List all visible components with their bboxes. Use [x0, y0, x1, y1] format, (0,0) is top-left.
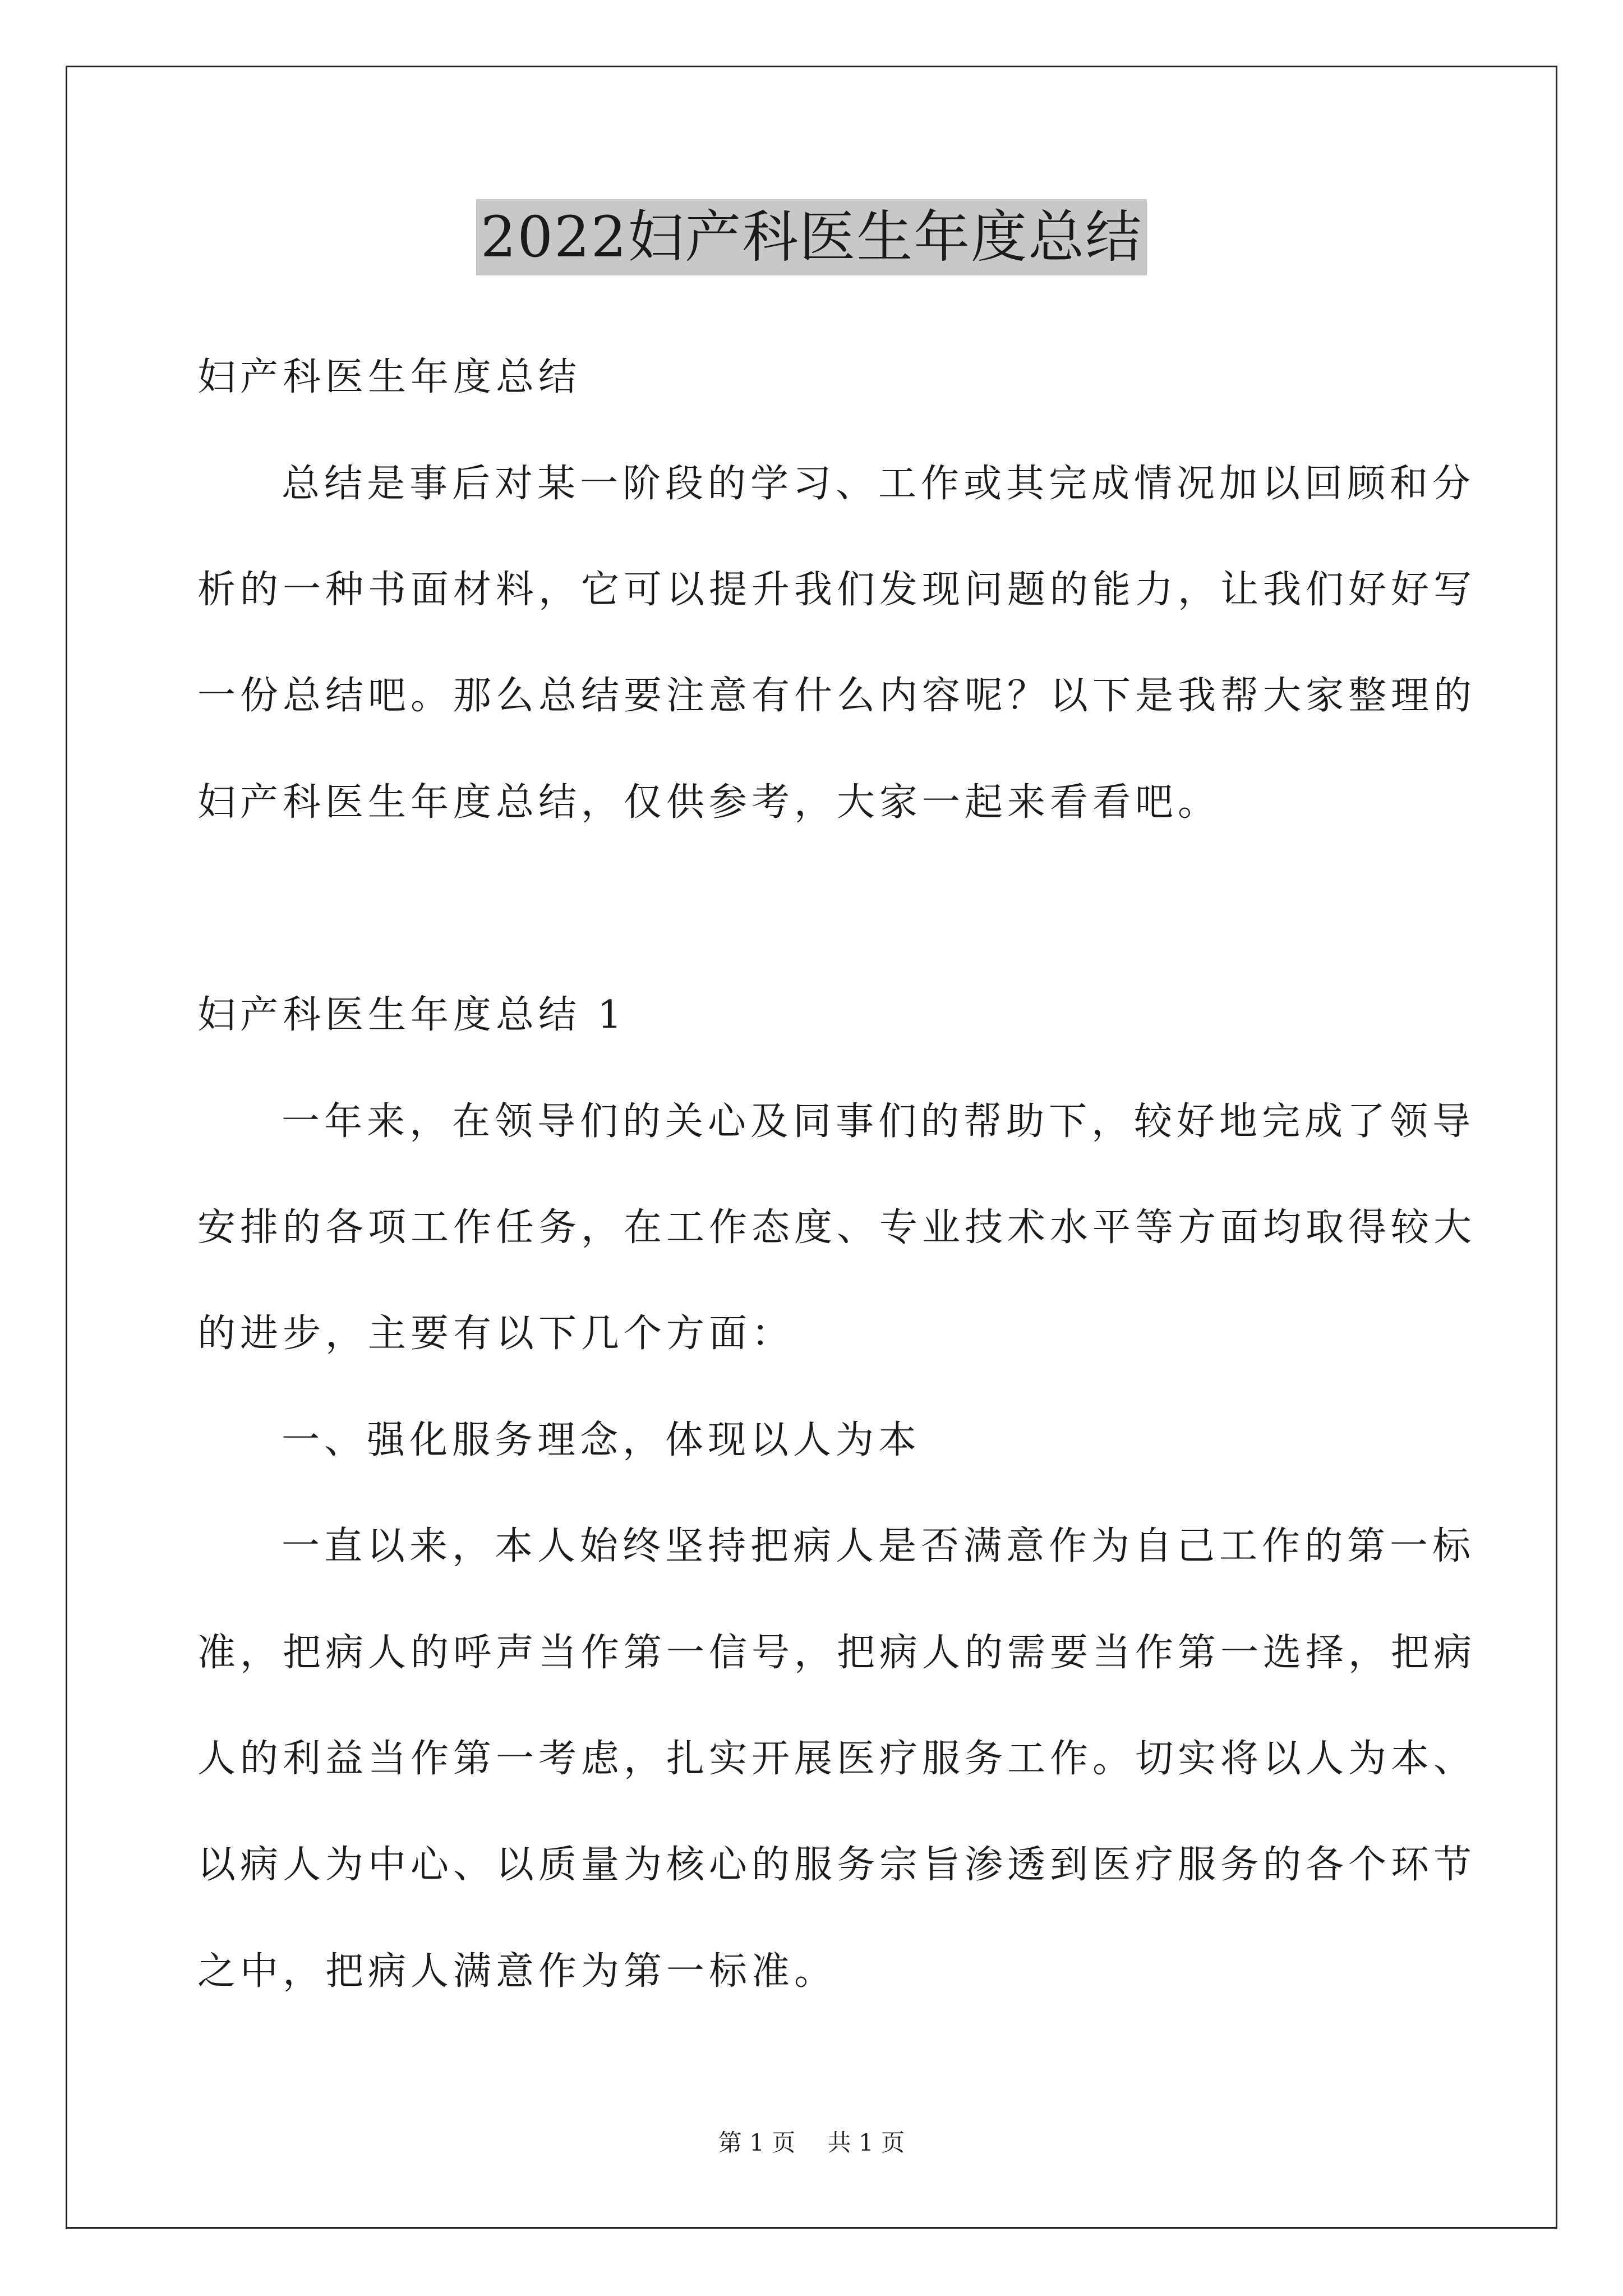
intro-line: 总结是事后对某一阶段的学习、工作或其完成情况加以回顾和分	[282, 462, 1476, 506]
subheading: 一、强化服务理念，体现以人为本	[282, 1418, 921, 1462]
intro-line: 妇产科医生年度总结，仅供参考，大家一起来看看吧。	[197, 780, 1221, 825]
document-title: 2022妇产科医生年度总结	[476, 199, 1147, 275]
title-wrapper	[0, 199, 1623, 275]
page-footer	[0, 2126, 1623, 2160]
section-heading: 妇产科医生年度总结 1	[197, 993, 626, 1037]
page-total: 共 1 页	[827, 2129, 905, 2156]
paragraph-line: 一直以来，本人始终坚持把病人是否满意作为自己工作的第一标	[282, 1524, 1476, 1568]
paragraph-line: 一年来，在领导们的关心及同事们的帮助下，较好地完成了领导	[282, 1099, 1476, 1144]
intro-line: 一份总结吧。那么总结要注意有什么内容呢？以下是我帮大家整理的	[197, 674, 1477, 718]
paragraph-line: 之中，把病人满意作为第一标准。	[197, 1949, 837, 1994]
paragraph-line: 以病人为中心、以质量为核心的服务宗旨渗透到医疗服务的各个环节	[197, 1843, 1477, 1887]
paragraph-line: 准，把病人的呼声当作第一信号，把病人的需要当作第一选择，把病	[197, 1631, 1477, 1675]
page-number: 第 1 页	[718, 2129, 796, 2156]
paragraph-line: 安排的各项工作任务，在工作态度、专业技术水平等方面均取得较大	[197, 1205, 1477, 1250]
paragraph-line: 人的利益当作第一考虑，扎实开展医疗服务工作。切实将以人为本、	[197, 1737, 1477, 1781]
intro-line: 析的一种书面材料，它可以提升我们发现问题的能力，让我们好好写	[197, 568, 1477, 612]
document-subtitle: 妇产科医生年度总结	[197, 355, 582, 399]
paragraph-line: 的进步，主要有以下几个方面：	[197, 1312, 795, 1356]
